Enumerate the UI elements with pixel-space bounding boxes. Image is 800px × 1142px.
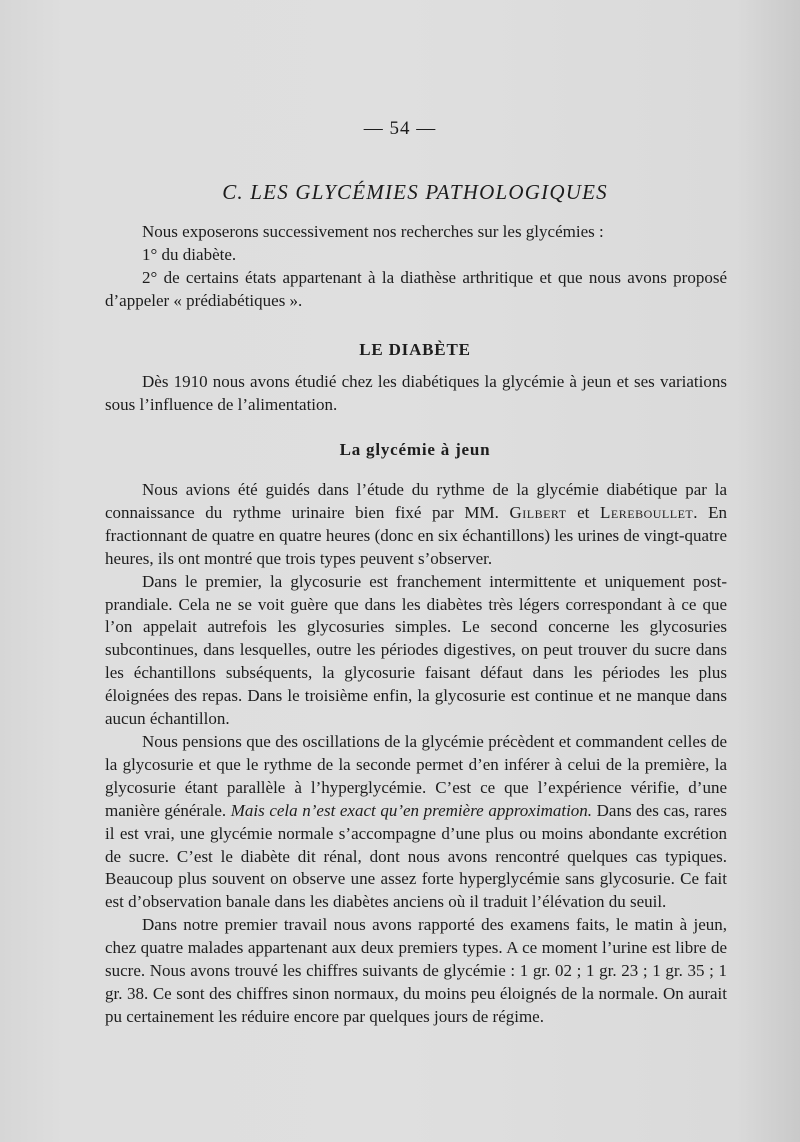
page-number: — 54 —	[363, 118, 437, 139]
paragraph-pensions	[105, 731, 727, 914]
paragraph-1910: Dès 1910 nous avons étudié chez les diabétiques la glycémie à jeun et ses variations sous l’influence de l’alimentation.	[105, 372, 727, 414]
paragraph-pensions-after: Dans des cas, rares il est vrai, une glycémie normale s’accompagne d’une plus ou moins abondante excrétion de sucre. C’est le diabète dit rénal, dont nous avons rencontré quelques cas typiques. Beaucoup plus souvent on observe une assez forte hyperglycémie sans glycosurie. Ce fait est d’observation banale dans les diabètes anciens où il traduit l’élévation du seuil.	[105, 800, 727, 912]
author-name-gilbert: Gilbert	[509, 502, 567, 522]
section-title: C. LES GLYCÉMIES PATHOLOGIQUES	[222, 180, 608, 204]
author-name-lereboullet: Lereboullet	[600, 502, 694, 522]
intro-line-3: 2° de certains états appartenant à la diathèse arthritique et que nous avons proposé d’appeler « prédiabétiques ».	[105, 267, 727, 310]
heading-diabete: LE DIABÈTE	[359, 340, 471, 359]
para-1910-block	[105, 371, 727, 417]
paragraph-guides-before: Nous avions été guidés dans l’étude du rythme de la glycémie diabétique par la connaissance du rythme urinaire bien fixé par MM.	[105, 480, 727, 522]
intro-line-1: Nous exposerons successivement nos recherches sur les glycémies :	[142, 222, 604, 241]
paragraph-guides-mid: et	[566, 502, 601, 522]
paragraph-travail: Dans notre premier travail nous avons rapporté des examens faits, le matin à jeun, chez quatre malades appartenant aux deux premiers types. A ce moment l’urine est libre de sucre. Nous avons trouvé les chiffres suivants de glycémie : 1 gr. 02 ; 1 gr. 23 ; 1 gr. 35 ; 1 gr. 38. Ce sont des chiffres sinon normaux, du moins peu éloignés de la normale. On aurait pu certainement les réduire encore par quelques jours de régime.	[105, 915, 727, 1026]
paragraph-premier: Dans le premier, la glycosurie est franchement intermittente et uniquement post-prandiale. Cela ne se voit guère que dans les diabètes très légers correspondant à ce que l’on appelait autrefois les glycosuries simples. Le second concerne les glycosuries subcontinues, dans lesquelles, outre les périodes digestives, on peut trouver du sucre dans les échantillons subséquents, la glycosurie faisant défaut dans les périodes les plus éloignées des repas. Dans le troisième enfin, la glycosurie est continue et ne manque dans aucun échantillon.	[105, 571, 727, 729]
intro-line-2: 1° du diabète.	[142, 244, 237, 264]
paragraph-guides-after: . En fractionnant de quatre en quatre heures (donc en six échantillons) les urines de vingt-quatre heures, ils ont montré que trois types peuvent s’observer.	[105, 502, 727, 568]
intro-block	[105, 221, 727, 313]
paragraph-guides	[105, 479, 727, 571]
heading-glycemie-a-jeun: La glycémie à jeun	[339, 440, 491, 459]
paragraph-pensions-italic: Mais cela n’est exact qu’en première approximation.	[230, 800, 593, 820]
paragraph-pensions-before: Nous pensions que des oscillations de la glycémie précèdent et commandent celles de la glycosurie et que le rythme de la seconde permet d’en inférer à celui de la première, la glycosurie étant parallèle à l’hyperglycémie. C’est ce que l’expérience vérifie, d’une manière générale.	[105, 731, 727, 820]
body-text	[105, 479, 727, 1029]
